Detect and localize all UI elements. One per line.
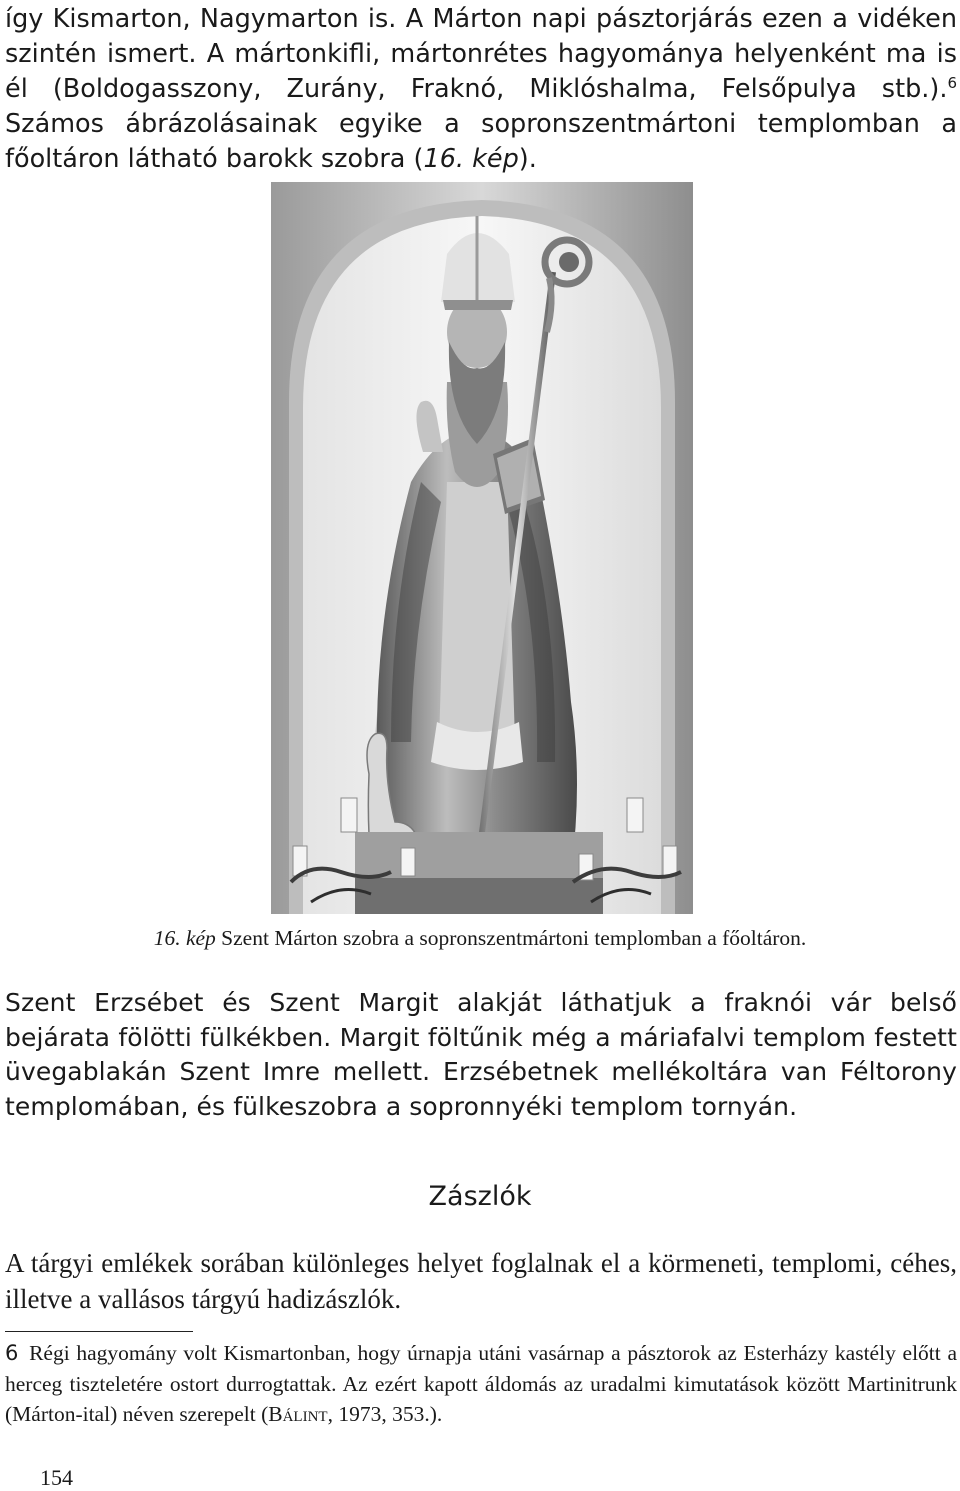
section-paragraph	[5, 1245, 957, 1317]
page-number: 154	[40, 1465, 73, 1490]
intro-paragraph	[5, 2, 957, 177]
caption-text: Szent Márton szobra a sopronszentmártoni templomban a főoltáron.	[215, 926, 807, 950]
footnote-reference: 6	[947, 74, 957, 92]
caption-label: kép	[185, 926, 216, 950]
footnote-text: Régi hagyomány volt Kismartonban, hogy úrnapja utáni vasárnap a pásztorok az Esterházy kastély előtt a herceg tiszteletére ostort durrogtattak. Az ezért kapott áldomás az uradalmi kimutatások között Martinitrunk (Márton-ital) néven szerepelt (	[5, 1341, 957, 1426]
section-paragraph-text: A tárgyi emlékek sorában különleges helyet foglalnak el a körmeneti, templomi, céhes, illetve a vallásos tárgyú hadizászlók.	[5, 1248, 957, 1314]
figure-caption	[0, 922, 960, 954]
intro-text: így Kismarton, Nagymarton is. A Márton napi pásztorjárás ezen a vidéken szintén ismert. A mártonkifli, mártonrétes hagyománya helyenként ma is él (Boldogasszony, Zurány, Fraknó, Miklóshalma, Felsőpulya stb.).	[5, 4, 957, 104]
footnote-text-end: , 1973, 353.).	[327, 1402, 443, 1426]
caption-number: 16.	[153, 926, 181, 950]
footnote	[5, 1338, 957, 1430]
intro-text-continued: Számos ábrázolásainak egyike a sopronszentmártoni templomban a főoltáron látható barokk szobra (	[5, 109, 957, 174]
footnote-number: 6	[5, 1341, 19, 1365]
section-heading: Zászlók	[428, 1181, 532, 1212]
footnote-author: Bálint	[268, 1402, 328, 1426]
saints-paragraph	[5, 986, 957, 1124]
intro-text-end: ).	[518, 144, 537, 174]
figure-reference: 16. kép	[423, 144, 519, 174]
footnote-divider	[5, 1331, 193, 1332]
saints-paragraph-text: Szent Erzsébet és Szent Margit alakját láthatjuk a fraknói vár belső bejárata fölötti fülkékben. Margit föltűnik még a máriafalvi templom festett üvegablakán Szent Imre mellett. Erzsébetnek mellékoltára van Féltorony templomában, és fülkeszobra a sopronnyéki templom tornyán.	[5, 988, 957, 1121]
statue-photograph	[271, 182, 693, 914]
